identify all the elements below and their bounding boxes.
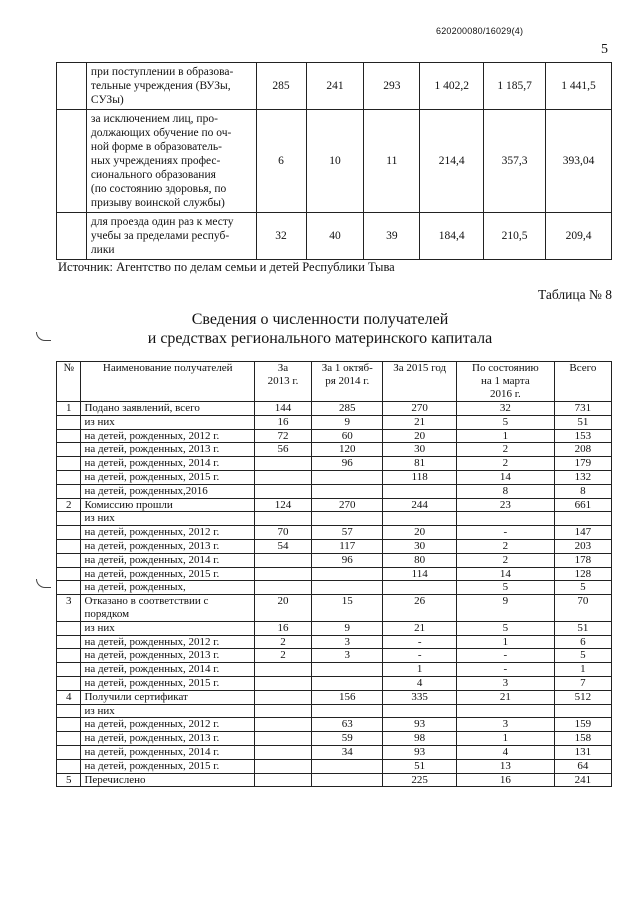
- row-number-cell: [57, 539, 81, 553]
- page-number: 5: [601, 42, 608, 57]
- row-name-cell: на детей, рожденных, 2015 г.: [81, 676, 254, 690]
- value-cell: -: [383, 635, 456, 649]
- document-number: 620200080/16029(4): [436, 26, 524, 36]
- row-name-cell: на детей, рожденных, 2012 г.: [81, 429, 254, 443]
- value-cell: 8: [554, 484, 611, 498]
- value-cell: 80: [383, 553, 456, 567]
- value-cell: 10: [306, 110, 364, 213]
- recipients-table: [56, 361, 612, 787]
- table-row: [57, 110, 612, 213]
- value-cell: 731: [554, 402, 611, 416]
- column-header-line: 2013 г.: [267, 375, 299, 387]
- column-header-line: №: [63, 362, 74, 374]
- row-number-cell: [57, 649, 81, 663]
- title-line-1: Сведения о численности получателей: [191, 311, 449, 328]
- value-cell: 661: [554, 498, 611, 512]
- row-number-cell: 1: [57, 402, 81, 416]
- row-name-line: должающих обучение по оч-: [90, 127, 232, 139]
- value-cell: 285: [312, 402, 383, 416]
- value-cell: 56: [254, 443, 311, 457]
- value-cell: [254, 484, 311, 498]
- row-name-cell: на детей, рожденных, 2014 г.: [81, 457, 254, 471]
- value-cell: [312, 470, 383, 484]
- value-cell: [312, 484, 383, 498]
- value-cell: [312, 663, 383, 677]
- value-cell: 9: [456, 595, 554, 622]
- value-cell: 9: [312, 621, 383, 635]
- value-cell: [254, 470, 311, 484]
- row-number-cell: [57, 213, 87, 260]
- table-row: [57, 63, 612, 110]
- value-cell: 40: [306, 213, 364, 260]
- value-cell: 132: [554, 470, 611, 484]
- row-number-cell: [57, 676, 81, 690]
- table-label: Таблица № 8: [538, 287, 612, 302]
- value-cell: 120: [312, 443, 383, 457]
- value-cell: 2: [254, 635, 311, 649]
- value-cell: 93: [383, 718, 456, 732]
- value-cell: [312, 759, 383, 773]
- row-name-line: сионального образования: [90, 169, 216, 181]
- value-cell: 131: [554, 745, 611, 759]
- column-header: [312, 362, 383, 402]
- column-header-line: 2016 г.: [489, 388, 521, 400]
- value-cell: -: [456, 526, 554, 540]
- value-cell: 72: [254, 429, 311, 443]
- value-cell: 93: [383, 745, 456, 759]
- value-cell: -: [383, 649, 456, 663]
- value-cell: 2: [456, 457, 554, 471]
- value-cell: 14: [456, 470, 554, 484]
- value-cell: [554, 704, 611, 718]
- column-header-line: на 1 марта: [481, 375, 530, 387]
- value-cell: 158: [554, 732, 611, 746]
- row-number-cell: [57, 567, 81, 581]
- value-cell: 5: [456, 581, 554, 595]
- value-cell: [554, 512, 611, 526]
- value-cell: 1: [383, 663, 456, 677]
- value-cell: 2: [254, 649, 311, 663]
- value-cell: 13: [456, 759, 554, 773]
- row-name-cell: на детей, рожденных,: [81, 581, 254, 595]
- value-cell: 63: [312, 718, 383, 732]
- row-number-cell: [57, 484, 81, 498]
- value-cell: 21: [456, 690, 554, 704]
- row-number-cell: [57, 732, 81, 746]
- table-row: [57, 213, 612, 260]
- value-cell: [312, 676, 383, 690]
- table-row: [57, 759, 612, 773]
- table-row: [57, 539, 612, 553]
- row-number-cell: [57, 470, 81, 484]
- value-cell: 98: [383, 732, 456, 746]
- table-row: [57, 553, 612, 567]
- value-cell: 335: [383, 690, 456, 704]
- row-number-cell: [57, 457, 81, 471]
- row-name-cell: Отказано в соответствии с порядком: [81, 595, 254, 622]
- column-header-line: Всего: [569, 362, 597, 374]
- value-cell: [254, 567, 311, 581]
- value-cell: [456, 512, 554, 526]
- value-cell: 285: [256, 63, 306, 110]
- row-number-cell: [57, 704, 81, 718]
- table-row: [57, 635, 612, 649]
- value-cell: [312, 581, 383, 595]
- title-line-2: и средствах регионального материнского капитала: [147, 330, 493, 347]
- value-cell: 393,04: [546, 110, 612, 213]
- value-cell: 244: [383, 498, 456, 512]
- row-name-line: призыву воинской службы): [90, 197, 225, 209]
- value-cell: [254, 718, 311, 732]
- value-cell: 1: [456, 429, 554, 443]
- value-cell: [383, 512, 456, 526]
- value-cell: 51: [383, 759, 456, 773]
- row-number-cell: [57, 110, 87, 213]
- table-row: [57, 470, 612, 484]
- value-cell: 128: [554, 567, 611, 581]
- column-header: [456, 362, 554, 402]
- row-name-cell: на детей, рожденных, 2012 г.: [81, 718, 254, 732]
- value-cell: 57: [312, 526, 383, 540]
- row-name-cell: на детей, рожденных, 2013 г.: [81, 539, 254, 553]
- value-cell: 1 402,2: [420, 63, 484, 110]
- value-cell: 20: [383, 526, 456, 540]
- value-cell: 2: [456, 553, 554, 567]
- value-cell: 64: [554, 759, 611, 773]
- row-name-line: ных учреждениях профес-: [90, 155, 221, 167]
- value-cell: -: [456, 663, 554, 677]
- value-cell: 59: [312, 732, 383, 746]
- value-cell: [254, 676, 311, 690]
- value-cell: 5: [554, 649, 611, 663]
- value-cell: 210,5: [484, 213, 546, 260]
- value-cell: 270: [312, 498, 383, 512]
- column-header: [81, 362, 254, 402]
- value-cell: 16: [456, 773, 554, 787]
- table-row: [57, 415, 612, 429]
- value-cell: [312, 512, 383, 526]
- row-name-cell: на детей, рожденных, 2015 г.: [81, 567, 254, 581]
- table-row: [57, 512, 612, 526]
- value-cell: 81: [383, 457, 456, 471]
- row-number-cell: 5: [57, 773, 81, 787]
- row-name-cell: на детей, рожденных, 2013 г.: [81, 732, 254, 746]
- value-cell: 2: [456, 539, 554, 553]
- value-cell: 4: [383, 676, 456, 690]
- value-cell: [254, 663, 311, 677]
- table-row: [57, 676, 612, 690]
- row-name-line: для проезда один раз к месту: [90, 216, 234, 228]
- value-cell: 2: [456, 443, 554, 457]
- table-row: [57, 498, 612, 512]
- row-name-cell: на детей, рожденных, 2012 г.: [81, 526, 254, 540]
- value-cell: 179: [554, 457, 611, 471]
- row-number-cell: [57, 429, 81, 443]
- value-cell: 118: [383, 470, 456, 484]
- row-name-cell: Получили сертификат: [81, 690, 254, 704]
- row-name-line: учебы за пределами респуб-: [90, 230, 230, 242]
- row-name-cell: Перечислено: [81, 773, 254, 787]
- margin-mark: [36, 579, 51, 588]
- row-name-cell: на детей, рожденных, 2012 г.: [81, 635, 254, 649]
- value-cell: 21: [383, 415, 456, 429]
- value-cell: 54: [254, 539, 311, 553]
- value-cell: 153: [554, 429, 611, 443]
- value-cell: 6: [256, 110, 306, 213]
- table-row: [57, 567, 612, 581]
- row-name-line: лики: [90, 244, 115, 256]
- value-cell: 8: [456, 484, 554, 498]
- row-name-line: за исключением лиц, про-: [90, 113, 218, 125]
- value-cell: 6: [554, 635, 611, 649]
- column-header-line: За 1 октяб-: [321, 362, 373, 374]
- value-cell: 270: [383, 402, 456, 416]
- row-number-cell: [57, 745, 81, 759]
- value-cell: 1: [456, 635, 554, 649]
- value-cell: 20: [383, 429, 456, 443]
- value-cell: 512: [554, 690, 611, 704]
- row-number-cell: 4: [57, 690, 81, 704]
- value-cell: 156: [312, 690, 383, 704]
- row-number-cell: [57, 635, 81, 649]
- value-cell: 60: [312, 429, 383, 443]
- value-cell: [254, 732, 311, 746]
- row-number-cell: [57, 415, 81, 429]
- value-cell: 203: [554, 539, 611, 553]
- value-cell: 5: [554, 581, 611, 595]
- value-cell: 178: [554, 553, 611, 567]
- value-cell: 15: [312, 595, 383, 622]
- value-cell: 26: [383, 595, 456, 622]
- value-cell: 184,4: [420, 213, 484, 260]
- column-header: [57, 362, 81, 402]
- value-cell: 14: [456, 567, 554, 581]
- row-number-cell: 3: [57, 595, 81, 622]
- column-header-line: За 2015 год: [393, 362, 447, 374]
- table-row: [57, 484, 612, 498]
- row-name-cell: на детей, рожденных, 2013 г.: [81, 443, 254, 457]
- table-row: [57, 595, 612, 622]
- table-row: [57, 621, 612, 635]
- value-cell: 1: [554, 663, 611, 677]
- value-cell: [312, 704, 383, 718]
- row-name-cell: на детей, рожденных, 2014 г.: [81, 745, 254, 759]
- table-row: [57, 526, 612, 540]
- row-name-cell: на детей, рожденных, 2013 г.: [81, 649, 254, 663]
- value-cell: 159: [554, 718, 611, 732]
- value-cell: [254, 773, 311, 787]
- value-cell: [383, 581, 456, 595]
- value-cell: 34: [312, 745, 383, 759]
- value-cell: 21: [383, 621, 456, 635]
- row-name-line: при поступлении в образова-: [90, 66, 234, 78]
- value-cell: 16: [254, 621, 311, 635]
- column-header: [254, 362, 311, 402]
- value-cell: 96: [312, 553, 383, 567]
- value-cell: 208: [554, 443, 611, 457]
- value-cell: [254, 581, 311, 595]
- value-cell: 124: [254, 498, 311, 512]
- row-name-line: (по состоянию здоровья, по: [90, 183, 227, 195]
- value-cell: 5: [456, 621, 554, 635]
- row-name-cell: [86, 213, 256, 260]
- row-number-cell: 2: [57, 498, 81, 512]
- row-name-line: ной форме в образователь-: [90, 141, 222, 153]
- column-header: [554, 362, 611, 402]
- value-cell: 11: [364, 110, 420, 213]
- column-header-line: ря 2014 г.: [325, 375, 370, 387]
- value-cell: 4: [456, 745, 554, 759]
- row-name-cell: на детей, рожденных, 2015 г.: [81, 759, 254, 773]
- value-cell: 293: [364, 63, 420, 110]
- value-cell: 1 185,7: [484, 63, 546, 110]
- row-number-cell: [57, 512, 81, 526]
- row-number-cell: [57, 759, 81, 773]
- row-number-cell: [57, 63, 87, 110]
- value-cell: [254, 512, 311, 526]
- value-cell: 225: [383, 773, 456, 787]
- table-row: [57, 581, 612, 595]
- row-name-cell: Комиссию прошли: [81, 498, 254, 512]
- value-cell: 96: [312, 457, 383, 471]
- table-row: [57, 663, 612, 677]
- value-cell: 241: [306, 63, 364, 110]
- row-name-cell: из них: [81, 415, 254, 429]
- value-cell: 9: [312, 415, 383, 429]
- row-name-line: тельные учреждения (ВУЗы,: [90, 80, 231, 92]
- value-cell: 241: [554, 773, 611, 787]
- value-cell: [312, 773, 383, 787]
- value-cell: 1: [456, 732, 554, 746]
- value-cell: 51: [554, 621, 611, 635]
- value-cell: 51: [554, 415, 611, 429]
- row-name-cell: на детей, рожденных, 2015 г.: [81, 470, 254, 484]
- row-name-line: СУЗы): [90, 94, 124, 106]
- value-cell: [254, 745, 311, 759]
- row-number-cell: [57, 581, 81, 595]
- column-header-line: Наименование получателей: [102, 362, 233, 374]
- value-cell: 23: [456, 498, 554, 512]
- source-note: Источник: Агентство по делам семьи и детей Республики Тыва: [58, 260, 395, 274]
- value-cell: 39: [364, 213, 420, 260]
- value-cell: 32: [256, 213, 306, 260]
- value-cell: 20: [254, 595, 311, 622]
- value-cell: 5: [456, 415, 554, 429]
- value-cell: [383, 484, 456, 498]
- value-cell: [254, 457, 311, 471]
- table-row: [57, 704, 612, 718]
- value-cell: 3: [456, 676, 554, 690]
- value-cell: [312, 567, 383, 581]
- value-cell: [254, 704, 311, 718]
- row-number-cell: [57, 663, 81, 677]
- table-row: [57, 718, 612, 732]
- row-name-cell: [86, 110, 256, 213]
- table-row: [57, 773, 612, 787]
- row-number-cell: [57, 621, 81, 635]
- value-cell: [254, 759, 311, 773]
- value-cell: [254, 690, 311, 704]
- row-name-cell: из них: [81, 512, 254, 526]
- value-cell: 30: [383, 539, 456, 553]
- row-name-cell: из них: [81, 704, 254, 718]
- value-cell: 3: [312, 649, 383, 663]
- row-name-cell: из них: [81, 621, 254, 635]
- value-cell: -: [456, 649, 554, 663]
- value-cell: 70: [254, 526, 311, 540]
- row-number-cell: [57, 526, 81, 540]
- table-row: [57, 745, 612, 759]
- value-cell: 7: [554, 676, 611, 690]
- column-header-line: По состоянию: [472, 362, 539, 374]
- column-header-line: За: [277, 362, 289, 374]
- row-name-cell: Подано заявлений, всего: [81, 402, 254, 416]
- value-cell: 147: [554, 526, 611, 540]
- value-cell: [456, 704, 554, 718]
- table-row: [57, 690, 612, 704]
- value-cell: 70: [554, 595, 611, 622]
- value-cell: 1 441,5: [546, 63, 612, 110]
- row-name-cell: на детей, рожденных,2016: [81, 484, 254, 498]
- row-number-cell: [57, 718, 81, 732]
- table-row: [57, 457, 612, 471]
- value-cell: 16: [254, 415, 311, 429]
- value-cell: 30: [383, 443, 456, 457]
- row-number-cell: [57, 443, 81, 457]
- table-row: [57, 429, 612, 443]
- value-cell: 144: [254, 402, 311, 416]
- row-name-cell: на детей, рожденных, 2014 г.: [81, 663, 254, 677]
- table-row: [57, 402, 612, 416]
- value-cell: 117: [312, 539, 383, 553]
- value-cell: 209,4: [546, 213, 612, 260]
- table-row: [57, 443, 612, 457]
- value-cell: 3: [312, 635, 383, 649]
- table-title: [0, 310, 640, 348]
- table-row: [57, 732, 612, 746]
- value-cell: [254, 553, 311, 567]
- value-cell: [383, 704, 456, 718]
- value-cell: 3: [456, 718, 554, 732]
- table-row: [57, 649, 612, 663]
- row-number-cell: [57, 553, 81, 567]
- value-cell: 214,4: [420, 110, 484, 213]
- row-name-cell: [86, 63, 256, 110]
- value-cell: 357,3: [484, 110, 546, 213]
- column-header: [383, 362, 456, 402]
- value-cell: 32: [456, 402, 554, 416]
- top-table: [56, 62, 612, 260]
- value-cell: 114: [383, 567, 456, 581]
- row-name-cell: на детей, рожденных, 2014 г.: [81, 553, 254, 567]
